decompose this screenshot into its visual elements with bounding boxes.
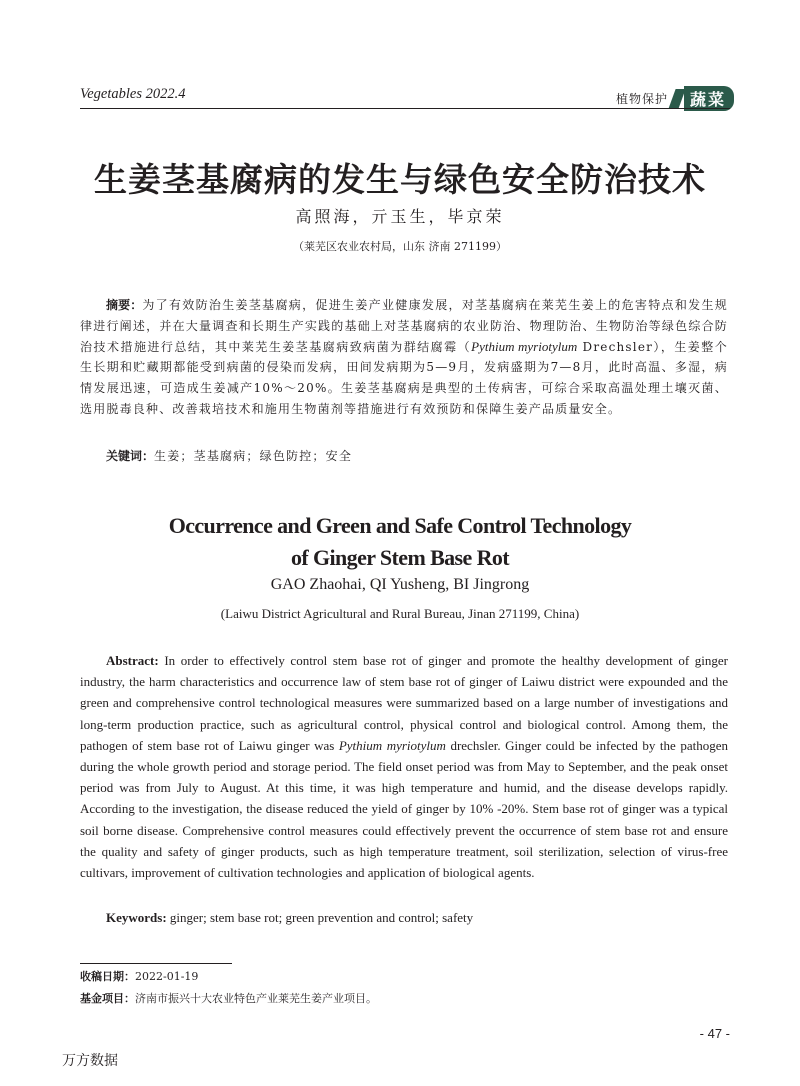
title-english-line-2: of Ginger Stem Base Rot bbox=[291, 545, 509, 570]
footnote-rule bbox=[80, 963, 232, 964]
page-number: - 47 - bbox=[699, 1026, 730, 1041]
abstract-chinese-text-2: Drechsler），生姜整个生长期和贮藏期都能受到病菌的侵染而发病，田间发病期为5—9月，发病盛期为7—8月，此时高温、多湿，病情发展迅速，可造成生姜减产10%～20%。生姜茎基腐病是典型的土传病害，可综合采取高温处理土壤灭菌、选用脱毒良种、改善栽培技术和施用生物菌剂等措施进行有效预防和保障生姜产品质量安全。 bbox=[80, 339, 728, 416]
received-date: 2022-01-19 bbox=[135, 970, 199, 983]
title-english-line-1: Occurrence and Green and Safe Control Technology bbox=[168, 513, 632, 538]
abstract-english-text-1: In order to effectively control stem base rot of ginger and promote the healthy development of ginger industry, the harm characteristics and occurrence law of stem base rot of ginger of Laiwu district were expounded and the green and comprehensive control technological measures were summarized based on a large number of investigations and long-term production practice, such as agricultural control, physical control and biological control. Among them, the pathogen of stem base rot of Laiwu ginger was bbox=[80, 653, 728, 753]
received-label: 收稿日期： bbox=[80, 970, 135, 983]
affiliation-chinese: （莱芜区农业农村局，山东 济南 271199） bbox=[293, 240, 507, 253]
footnote-received bbox=[80, 968, 198, 984]
journal-issue: Vegetables 2022.4 bbox=[80, 86, 186, 102]
abstract-english bbox=[80, 650, 728, 883]
keywords-english-text: ginger; stem base rot; green prevention and control; safety bbox=[166, 910, 474, 925]
fund-value: 济南市振兴十大农业特色产业莱芜生姜产业项目。 bbox=[135, 992, 377, 1005]
abstract-english-pathogen: Pythium myriotylum bbox=[338, 737, 446, 753]
fund-label: 基金项目： bbox=[80, 992, 135, 1005]
title-chinese: 生姜茎基腐病的发生与绿色安全防治技术 bbox=[94, 160, 706, 199]
keywords-english-label: Keywords: bbox=[106, 910, 167, 925]
keywords-chinese-text: 生姜；茎基腐病；绿色防控；安全 bbox=[154, 449, 353, 463]
keywords-english bbox=[106, 910, 473, 926]
authors-chinese: 高照海，亓玉生，毕京荣 bbox=[295, 207, 505, 226]
authors-english: GAO Zhaohai, QI Yusheng, BI Jingrong bbox=[270, 576, 530, 593]
abstract-english-text-2: drechsler. Ginger could be infected by the pathogen during the whole growth period and storage period. The field onset period was from May to September, and the peak onset period was from July to August. At this time, it was high temperature and humid, and the disease develops rapidly. According to the investigation, the disease reduced the yield of ginger by 10% -20%. Stem base rot of ginger was a typical soil borne disease. Comprehensive control measures could effectively prevent the occurrence of stem base rot and ensure the quality and safety of ginger products, such as high temperature treatment, soil sterilization, selection of virus-free cultivars, improvement of cultivation technologies and application of biological agents. bbox=[80, 737, 728, 881]
title-english bbox=[0, 510, 800, 574]
affiliation-english: (Laiwu District Agricultural and Rural Bureau, Jinan 271199, China) bbox=[220, 606, 580, 621]
footnote-fund bbox=[80, 990, 377, 1006]
watermark: 万方数据 bbox=[62, 1053, 118, 1069]
abstract-chinese-pathogen: Pythium myriotylum bbox=[471, 338, 578, 354]
header-rule bbox=[80, 108, 730, 109]
section-label: 植物保护 bbox=[615, 92, 668, 106]
keywords-chinese bbox=[106, 447, 352, 464]
abstract-chinese-label: 摘要： bbox=[106, 298, 143, 312]
abstract-chinese bbox=[80, 295, 728, 420]
keywords-chinese-label: 关键词： bbox=[106, 449, 155, 463]
abstract-english-label: Abstract: bbox=[106, 653, 159, 668]
journal-badge: 蔬菜 bbox=[684, 86, 734, 111]
abstract-chinese-text-1: 为了有效防治生姜茎基腐病，促进生姜产业健康发展，对茎基腐病在莱芜生姜上的危害特点和发生规律进行阐述，并在大量调查和长期生产实践的基础上对茎基腐病的农业防治、物理防治、生物防治等绿色综合防治技术措施进行总结，其中莱芜生姜茎基腐病致病菌为群结腐霉（ bbox=[80, 298, 728, 354]
